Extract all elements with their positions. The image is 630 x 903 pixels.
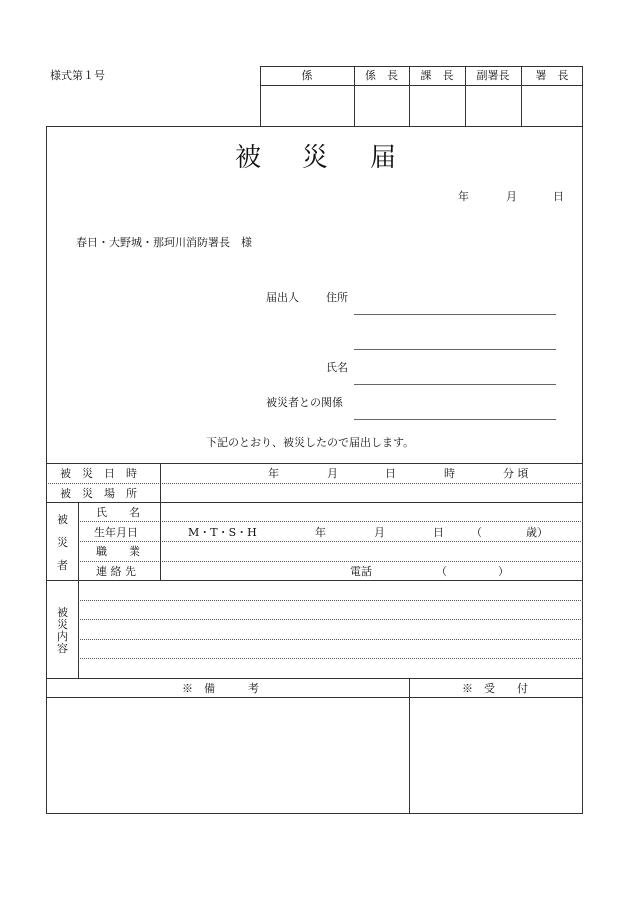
birthdate-age-open: （ bbox=[471, 526, 482, 539]
addressee: 春日・大野城・那珂川消防署長 様 bbox=[76, 236, 252, 249]
contact-phone-close: ） bbox=[498, 565, 509, 578]
birthdate-label: 生年月日 bbox=[94, 526, 138, 539]
details-label-char-2: 災 bbox=[57, 618, 68, 631]
reception-label: ※ 受 付 bbox=[462, 682, 528, 695]
contact-phone-open: （ bbox=[436, 565, 447, 578]
details-label-char-4: 容 bbox=[57, 642, 68, 655]
datetime-label: 被 災 日 時 bbox=[60, 467, 137, 480]
contact-phone-label: 電話 bbox=[350, 565, 372, 578]
notifier-name-line[interactable] bbox=[354, 384, 556, 385]
datetime-hour: 時 bbox=[444, 467, 455, 480]
datetime-minute: 分 頃 bbox=[503, 467, 529, 480]
stamp-label-chief: 係 長 bbox=[365, 69, 398, 82]
datetime-day: 日 bbox=[385, 467, 396, 480]
occupation-field[interactable] bbox=[161, 542, 582, 561]
notifier-relation-line[interactable] bbox=[354, 419, 556, 420]
title-char-1: 被 bbox=[235, 143, 262, 173]
place-label: 被 災 場 所 bbox=[60, 487, 137, 500]
remarks-field[interactable] bbox=[47, 698, 408, 813]
occupation-label: 職 業 bbox=[96, 545, 140, 558]
details-label-char-3: 内 bbox=[57, 630, 68, 643]
stamp-field-chief[interactable] bbox=[355, 86, 409, 126]
form-number: 様式第１号 bbox=[50, 69, 105, 82]
stamp-field-section-head[interactable] bbox=[410, 86, 465, 126]
header-date-month: 月 bbox=[506, 190, 517, 203]
title-char-3: 届 bbox=[370, 143, 397, 173]
header-date-year: 年 bbox=[458, 190, 469, 203]
stamp-label-section-head: 課 長 bbox=[420, 69, 454, 82]
reception-field[interactable] bbox=[410, 698, 582, 813]
notifier-address-line-1[interactable] bbox=[354, 314, 556, 315]
birthdate-month: 月 bbox=[374, 526, 385, 539]
stamp-field-station-chief[interactable] bbox=[522, 86, 582, 126]
stamp-field-staff[interactable] bbox=[261, 86, 354, 126]
title-char-2: 災 bbox=[302, 143, 329, 173]
notifier-label: 届出人 bbox=[266, 291, 299, 304]
birthdate-age: 歳） bbox=[526, 526, 548, 539]
remarks-label: ※ 備 考 bbox=[182, 682, 259, 695]
notifier-name-label: 氏名 bbox=[326, 361, 348, 374]
victim-name-field[interactable] bbox=[161, 503, 582, 521]
stamp-label-station-chief: 署 長 bbox=[535, 69, 569, 82]
notifier-relation-label: 被災者との関係 bbox=[266, 396, 343, 409]
details-label-char-1: 被 bbox=[57, 606, 68, 619]
birthdate-day: 日 bbox=[433, 526, 444, 539]
contact-label: 連 絡 先 bbox=[96, 565, 136, 578]
statement: 下記のとおり、被災したので届出します。 bbox=[206, 436, 415, 449]
place-field[interactable] bbox=[161, 484, 582, 502]
victim-group-char-3: 者 bbox=[57, 559, 68, 572]
stamp-field-deputy-chief[interactable] bbox=[466, 86, 521, 126]
birthdate-era-options[interactable]: M・T・S・H bbox=[188, 526, 257, 539]
datetime-year: 年 bbox=[268, 467, 279, 480]
damage-details-field[interactable] bbox=[79, 581, 582, 677]
datetime-month: 月 bbox=[327, 467, 338, 480]
notifier-address-label: 住所 bbox=[326, 291, 348, 304]
stamp-label-staff: 係 bbox=[301, 69, 313, 82]
victim-group-char-1: 被 bbox=[57, 513, 68, 526]
birthdate-year: 年 bbox=[315, 526, 326, 539]
victim-group-char-2: 災 bbox=[57, 536, 68, 549]
notifier-address-line-2[interactable] bbox=[354, 349, 556, 350]
stamp-label-deputy-chief: 副署長 bbox=[476, 69, 510, 82]
victim-name-label: 氏 名 bbox=[96, 506, 140, 519]
header-date-day: 日 bbox=[553, 190, 564, 203]
